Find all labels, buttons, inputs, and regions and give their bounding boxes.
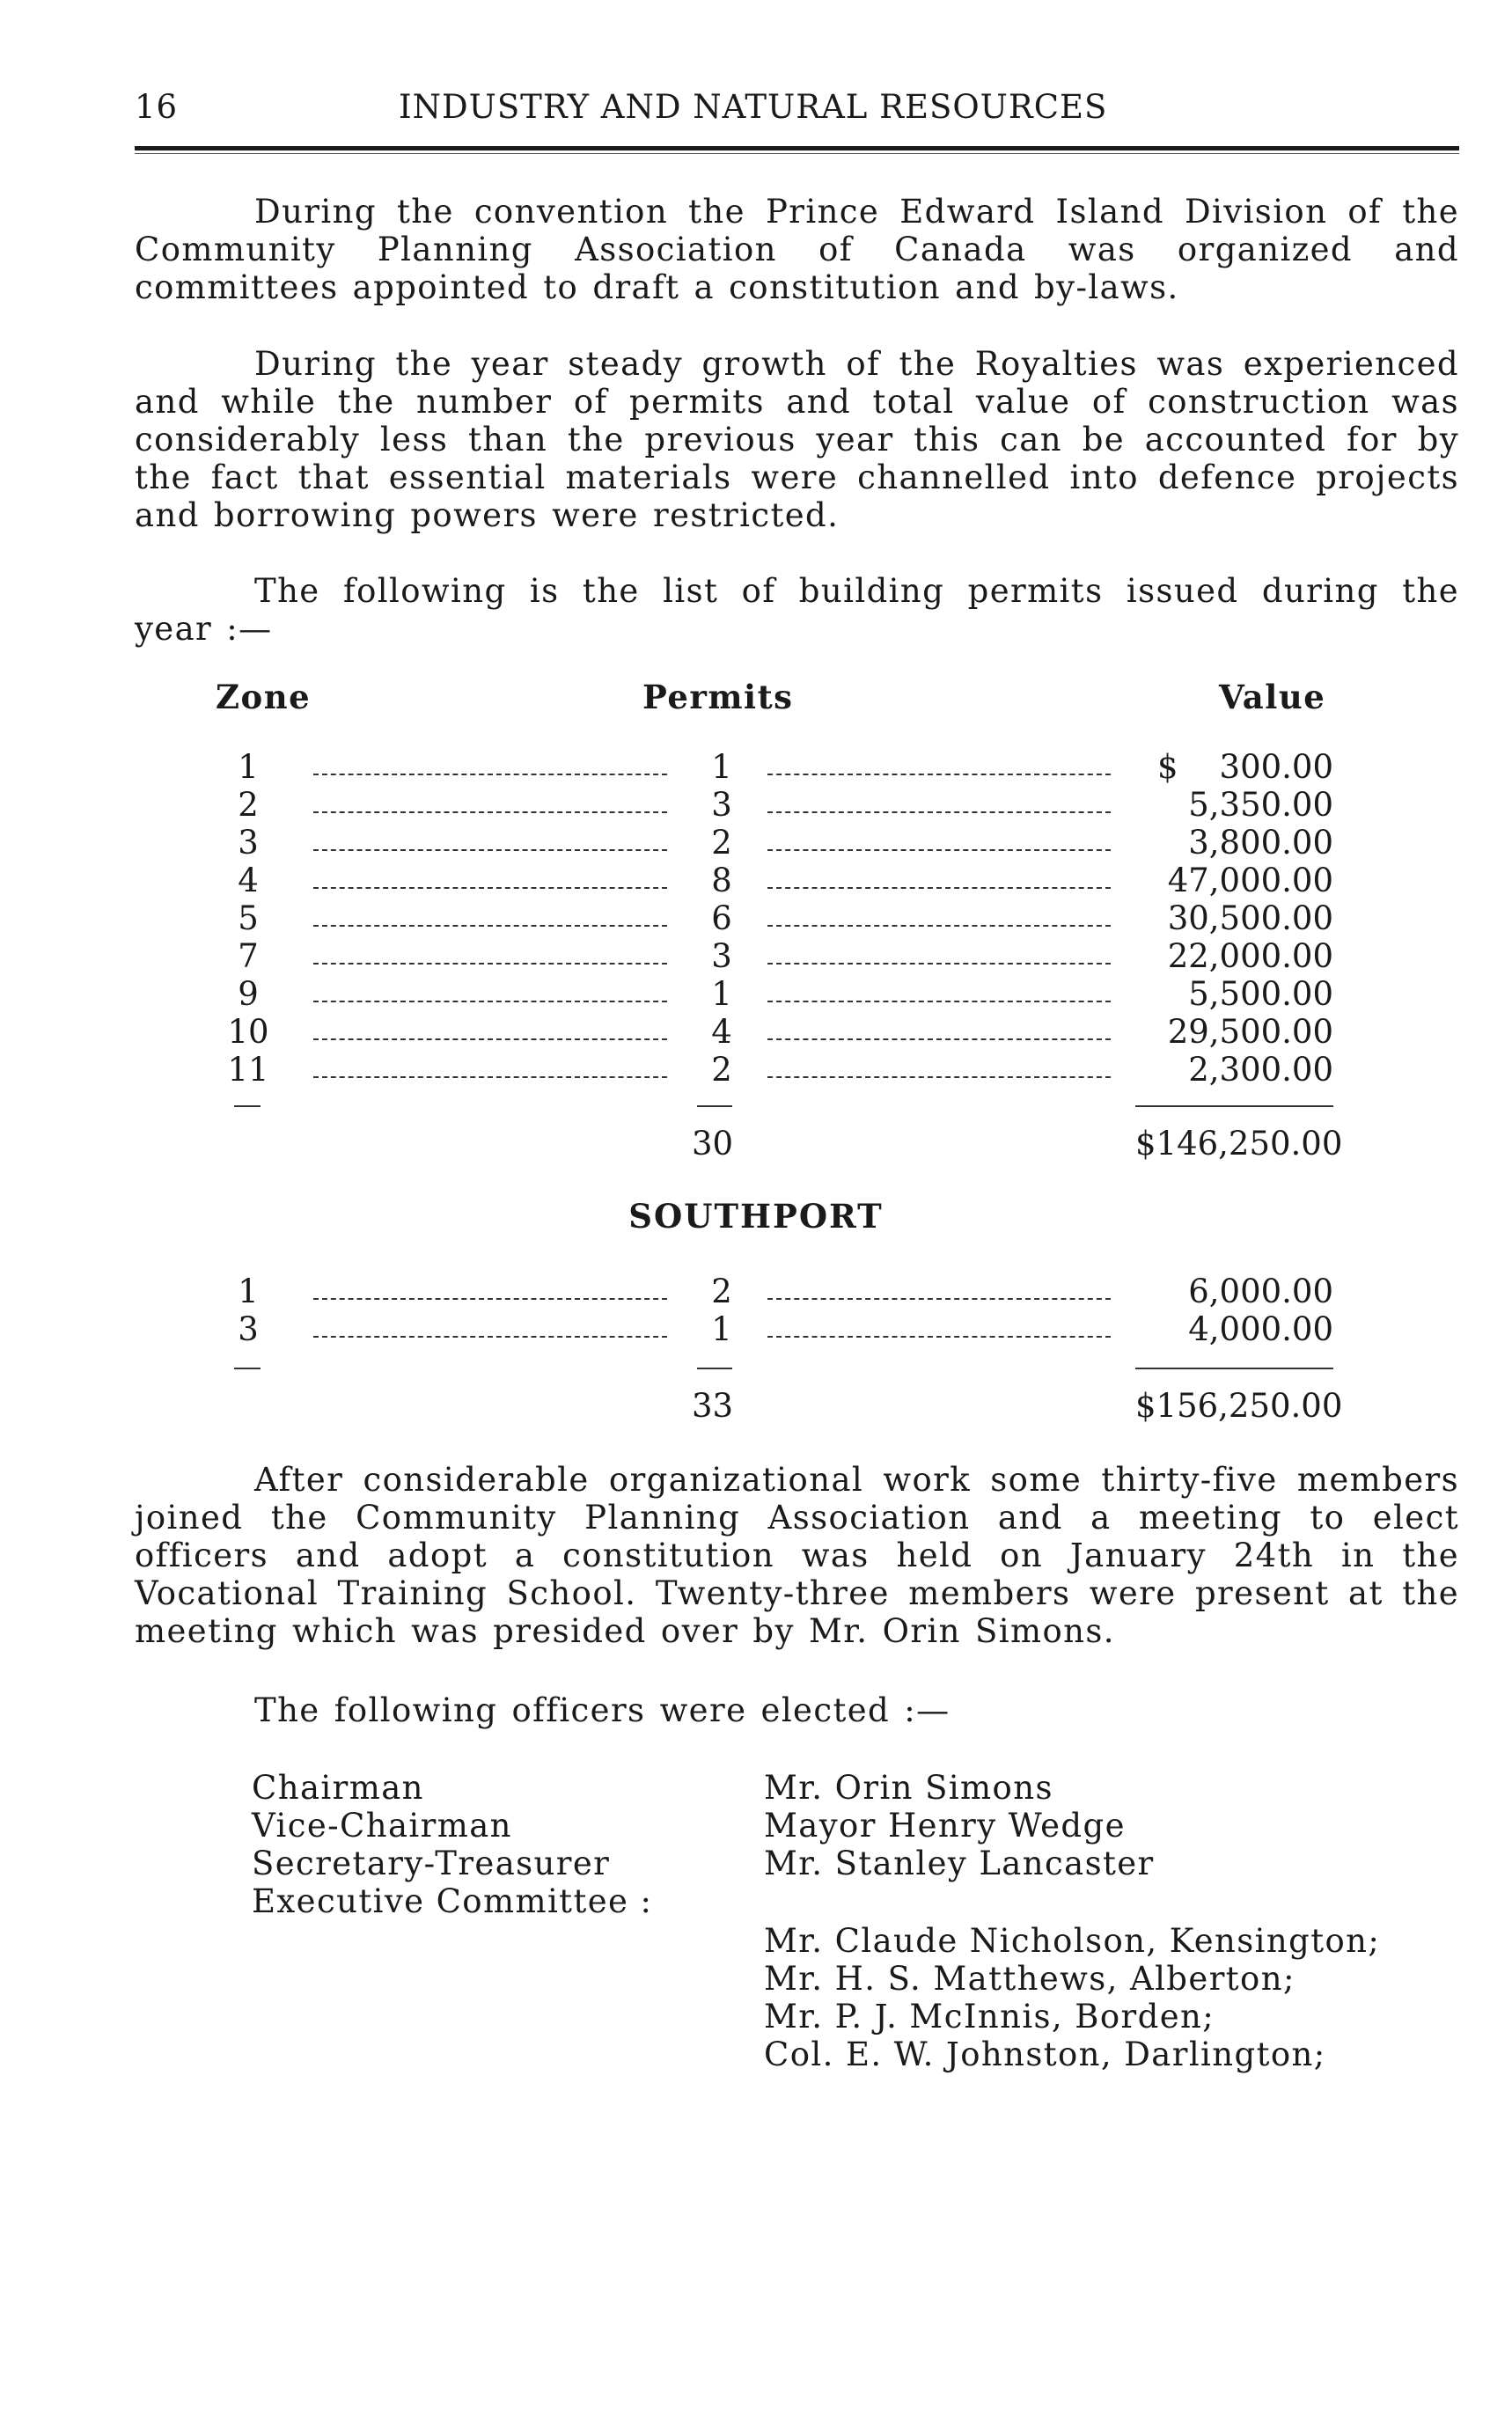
table-row <box>0 862 1512 899</box>
column-header-value: Value <box>1219 678 1326 716</box>
permits-cell: 8 <box>711 862 732 899</box>
value-cell: 47,000.00 <box>1167 862 1333 899</box>
value-cell: 5,350.00 <box>1188 786 1333 824</box>
paragraph-organization: After considerable organizational work some thirty-five members joined the Community Planning Association and a meeting to elect officers and adopt a constitution was held on January 24th in the Vocational Training School. Twenty-three members were present at the meeting which was presided over by Mr. Orin Simons. <box>135 1461 1459 1650</box>
table-row <box>0 1013 1512 1051</box>
officer-role-executive: Executive Committee : <box>252 1882 653 1920</box>
officer-name-chairman: Mr. Orin Simons <box>764 1769 1053 1807</box>
table-row <box>0 748 1512 786</box>
leader-dashes <box>313 1001 667 1002</box>
page-header <box>135 88 1459 141</box>
page-number: 16 <box>135 88 179 126</box>
officer-name-vice-chairman: Mayor Henry Wedge <box>764 1807 1126 1845</box>
permits-cell: 4 <box>711 1013 732 1051</box>
zone-cell: 7 <box>238 937 259 975</box>
zone-cell: 9 <box>238 975 259 1013</box>
leader-dashes <box>313 1298 667 1300</box>
permits-grand-total: 33 <box>692 1387 734 1425</box>
leader-dashes <box>313 963 667 965</box>
zone-cell: 5 <box>238 899 259 937</box>
table-row <box>0 1273 1512 1310</box>
leader-dashes <box>767 1076 1111 1078</box>
value-cell: 300.00 <box>1219 748 1333 786</box>
executive-member: Mr. Claude Nicholson, Kensington; <box>764 1922 1381 1960</box>
permits-cell: 1 <box>711 975 732 1013</box>
table-row <box>0 937 1512 975</box>
zone-total-rule <box>234 1368 261 1369</box>
leader-dashes <box>767 925 1111 927</box>
value-cell: 2,300.00 <box>1188 1051 1333 1089</box>
zone-cell: 2 <box>238 786 259 824</box>
value-total-rule <box>1135 1368 1333 1369</box>
leader-dashes <box>767 774 1111 775</box>
leader-dashes <box>767 1038 1111 1040</box>
permits-cell: 3 <box>711 937 732 975</box>
paragraph-officers-intro: The following officers were elected :— <box>254 1691 951 1729</box>
leader-dashes <box>767 963 1111 965</box>
zone-cell: 3 <box>238 824 259 862</box>
officer-role-vice-chairman: Vice-Chairman <box>252 1807 512 1845</box>
permits-cell: 1 <box>711 748 732 786</box>
permits-cell: 2 <box>711 1051 732 1089</box>
leader-dashes <box>767 849 1111 851</box>
permits-cell: 1 <box>711 1310 732 1348</box>
table-row <box>0 786 1512 824</box>
value-subtotal: $146,250.00 <box>1135 1125 1343 1163</box>
table-row <box>0 1051 1512 1089</box>
executive-member: Mr. P. J. McInnis, Borden; <box>764 1998 1215 2036</box>
permits-cell: 2 <box>711 1273 732 1310</box>
zone-total-rule <box>234 1105 261 1107</box>
zone-cell: 4 <box>238 862 259 899</box>
zone-cell: 3 <box>238 1310 259 1348</box>
value-cell: 3,800.00 <box>1188 824 1333 862</box>
leader-dashes <box>313 925 667 927</box>
paragraph-convention: During the convention the Prince Edward Island Division of the Community Planning Association of Canada was organized and committees appointed to draft a constitution and by-laws. <box>135 193 1459 306</box>
value-cell: 5,500.00 <box>1188 975 1333 1013</box>
header-rule <box>135 146 1459 150</box>
paragraph-permits-intro: The following is the list of building permits issued during the year :— <box>135 572 1459 648</box>
leader-dashes <box>767 1298 1111 1300</box>
zone-cell: 1 <box>238 1273 259 1310</box>
leader-dashes <box>767 811 1111 813</box>
leader-dashes <box>313 1336 667 1338</box>
leader-dashes <box>313 811 667 813</box>
value-cell: 29,500.00 <box>1167 1013 1333 1051</box>
table-row <box>0 975 1512 1013</box>
value-cell: 6,000.00 <box>1188 1273 1333 1310</box>
leader-dashes <box>767 887 1111 889</box>
value-cell: 22,000.00 <box>1167 937 1333 975</box>
officer-role-chairman: Chairman <box>252 1769 424 1807</box>
officer-name-secretary: Mr. Stanley Lancaster <box>764 1845 1155 1882</box>
column-header-permits: Permits <box>642 678 794 716</box>
leader-dashes <box>313 774 667 775</box>
leader-dashes <box>313 849 667 851</box>
officer-role-secretary: Secretary-Treasurer <box>252 1845 611 1882</box>
running-title: INDUSTRY AND NATURAL RESOURCES <box>399 88 1108 126</box>
table-row <box>0 899 1512 937</box>
permits-total-rule <box>697 1368 732 1369</box>
header-rule-thin <box>135 153 1459 154</box>
permits-cell: 3 <box>711 786 732 824</box>
leader-dashes <box>313 887 667 889</box>
zone-cell: 11 <box>227 1051 269 1089</box>
southport-heading: SOUTHPORT <box>628 1197 884 1236</box>
zone-cell: 1 <box>238 748 259 786</box>
zone-cell: 10 <box>227 1013 269 1051</box>
table-row <box>0 1310 1512 1348</box>
leader-dashes <box>767 1001 1111 1002</box>
leader-dashes <box>313 1038 667 1040</box>
value-total-rule <box>1135 1105 1333 1107</box>
permits-cell: 6 <box>711 899 732 937</box>
paragraph-growth: During the year steady growth of the Royalties was experienced and while the number of permits and total value of construction was considerably less than the previous year this can be accounted for by the fact that essential materials were channelled into defence projects and borrowing powers were restricted. <box>135 345 1459 534</box>
leader-dashes <box>313 1076 667 1078</box>
dollar-sign: $ <box>1157 748 1178 786</box>
value-cell: 4,000.00 <box>1188 1310 1333 1348</box>
permits-subtotal: 30 <box>692 1125 734 1163</box>
leader-dashes <box>767 1336 1111 1338</box>
value-cell: 30,500.00 <box>1167 899 1333 937</box>
table-row <box>0 824 1512 862</box>
executive-member: Col. E. W. Johnston, Darlington; <box>764 2036 1326 2073</box>
permits-total-rule <box>697 1105 732 1107</box>
executive-member: Mr. H. S. Matthews, Alberton; <box>764 1960 1295 1998</box>
permits-cell: 2 <box>711 824 732 862</box>
column-header-zone: Zone <box>216 678 312 716</box>
value-grand-total: $156,250.00 <box>1135 1387 1343 1425</box>
